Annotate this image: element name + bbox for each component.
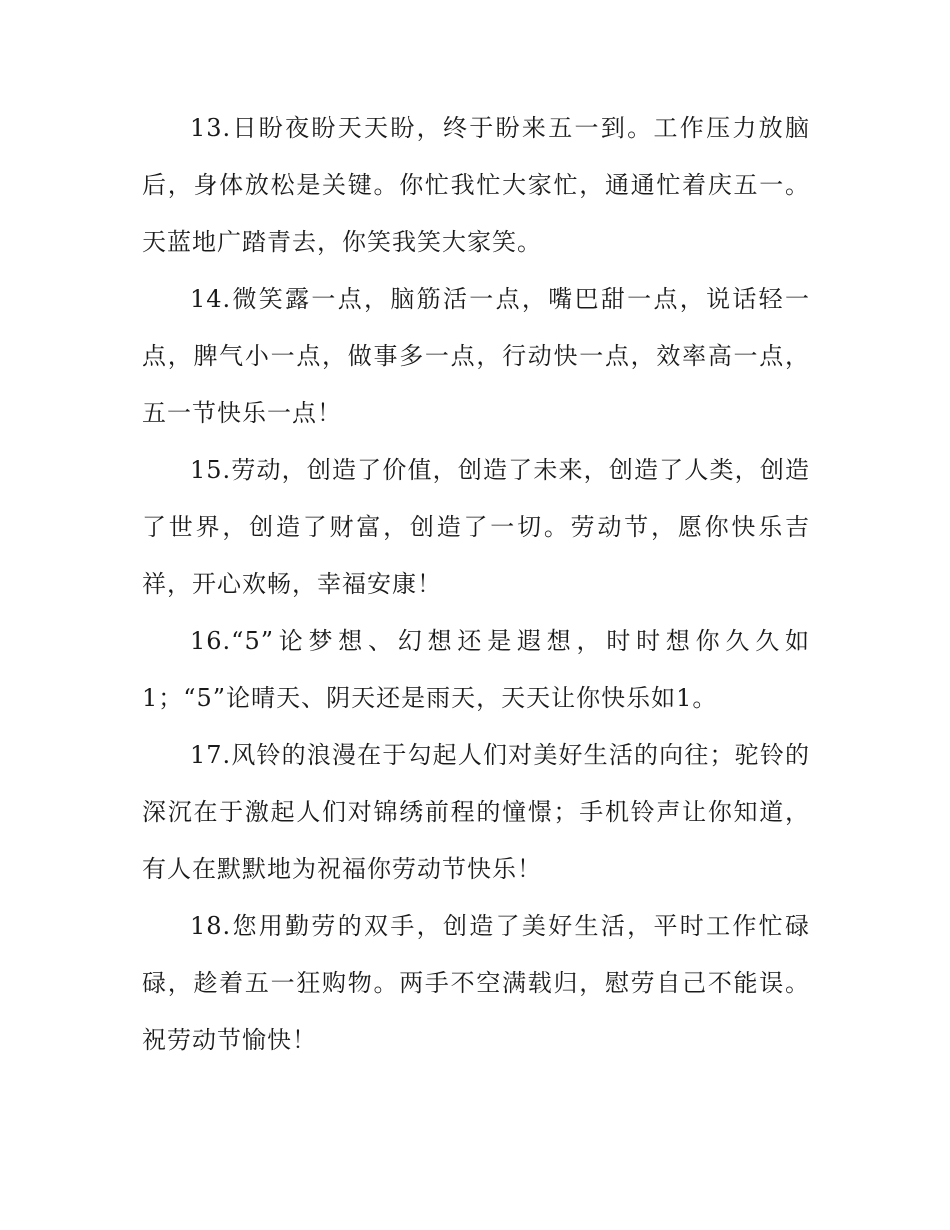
paragraph-14: 14.微笑露一点，脑筋活一点，嘴巴甜一点，说话轻一点，脾气小一点，做事多一点，行动快一点，效率高一点，五一节快乐一点！: [142, 285, 810, 427]
document-body: [142, 100, 810, 1069]
paragraph-17: 17.风铃的浪漫在于勾起人们对美好生活的向往；驼铃的深沉在于激起人们对锦绣前程的憧憬；手机铃声让你知道，有人在默默地为祝福你劳动节快乐！: [142, 741, 810, 883]
paragraph-15: 15.劳动，创造了价值，创造了未来，创造了人类，创造了世界，创造了财富，创造了一切。劳动节，愿你快乐吉祥，开心欢畅，幸福安康！: [142, 456, 810, 598]
paragraph-16: 16.“5”论梦想、幻想还是遐想，时时想你久久如1；“5”论晴天、阴天还是雨天，天天让你快乐如1。: [142, 627, 810, 712]
paragraph-13: 13.日盼夜盼天天盼，终于盼来五一到。工作压力放脑后，身体放松是关键。你忙我忙大家忙，通通忙着庆五一。天蓝地广踏青去，你笑我笑大家笑。: [142, 114, 810, 256]
paragraph-18: 18.您用勤劳的双手，创造了美好生活，平时工作忙碌碌，趁着五一狂购物。两手不空满载归，慰劳自己不能误。祝劳动节愉快！: [142, 912, 810, 1054]
